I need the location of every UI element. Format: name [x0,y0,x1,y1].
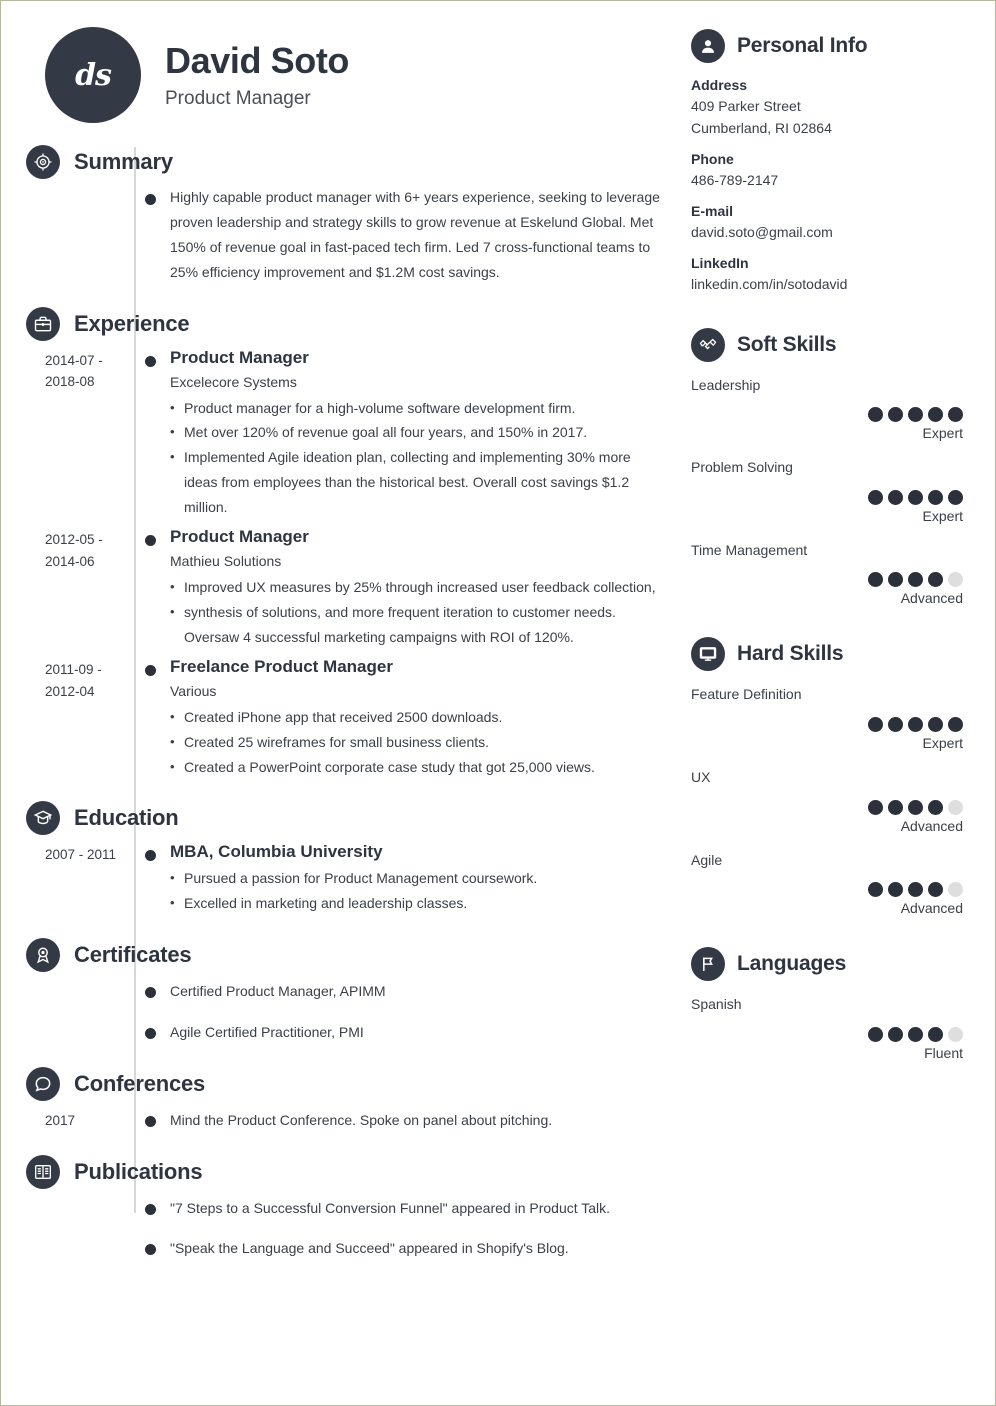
timeline-dot [145,850,156,861]
rating-dot [928,407,943,422]
rating-dot [948,490,963,505]
section-languages [691,947,965,1061]
briefcase-icon [26,307,60,341]
experience-job-title: Product Manager [170,527,309,547]
section-education [45,801,683,920]
main-column [7,7,683,1267]
publication-item [45,1195,683,1225]
conference-date: 2017 [45,1112,76,1128]
rating-dot [888,800,903,815]
summary-body [170,185,683,289]
list-item: • Created 25 wireframes for small business clients. [170,730,667,755]
section-personal-info [691,29,965,296]
experience-date: 2011-09 - 2012-04 [45,661,102,699]
field-value-phone: 486-789-2147 [691,172,779,189]
rating-dot [888,572,903,587]
publication-text: "7 Steps to a Successful Conversion Funnel" appeared in Product Talk. [170,1199,611,1216]
experience-bullets [170,575,667,650]
section-header-hard-skills [691,637,965,671]
rating-dot [928,800,943,815]
experience-bullets [170,705,667,780]
section-header-education [7,801,683,835]
speech-bubble-icon [26,1067,60,1101]
experience-job-title: Freelance Product Manager [170,656,393,676]
resume-sheet [7,7,991,1401]
education-entry [45,841,683,920]
skill-level: Expert [922,507,963,524]
rating-dot [948,1027,963,1042]
skill-level: Expert [922,425,963,442]
skill-rating-dots [691,882,965,897]
rating-dot [868,1027,883,1042]
list-item: • Created a PowerPoint corporate case study that got 25,000 views. [170,755,667,780]
resume-header [45,27,683,123]
section-header-experience [7,307,683,341]
list-item: • Excelled in marketing and leadership classes. [170,891,667,916]
skill-level: Expert [922,734,963,751]
language-name: Spanish [691,996,742,1013]
rating-dot [948,572,963,587]
section-title-hard-skills: Hard Skills [737,642,844,666]
handshake-icon [691,328,725,362]
summary-text: Highly capable product manager with 6+ years experience, seeking to leverage proven leadership and strategy skills to grow revenue at Eskelund Global. Met 150% of revenue goal in fast-paced tech firm. Led 7 cross-functional teams to 25% efficiency improvement and $1.2M cost savings. [170,189,660,280]
rating-dot [908,572,923,587]
skill-name: Leadership [691,376,761,393]
section-experience [45,307,683,784]
rating-dot [928,717,943,732]
experience-entry [45,526,683,654]
rating-dot [928,1027,943,1042]
field-label-email: E-mail [691,203,734,220]
experience-job-title: Product Manager [170,347,309,367]
rating-dot [948,717,963,732]
rating-dot [888,1027,903,1042]
field-label-linkedin: LinkedIn [691,255,749,272]
education-bullets [170,866,667,916]
timeline-dot [145,1116,156,1127]
experience-date: 2014-07 - 2018-08 [45,352,103,390]
field-value-email[interactable]: david.soto@gmail.com [691,224,833,241]
conference-item [45,1107,683,1137]
list-item: • synthesis of solutions, and more frequent iteration to customer needs. Oversaw 4 successful marketing campaigns with ROI of 120%. [170,600,667,650]
section-header-personal-info [691,29,965,63]
field-value-address-line1: 409 Parker Street [691,98,801,114]
rating-dot [928,490,943,505]
section-header-soft-skills [691,328,965,362]
rating-dot [868,882,883,897]
education-degree: MBA, Columbia University [170,842,383,862]
section-title-publications: Publications [74,1158,203,1184]
skill-name: Problem Solving [691,459,793,476]
header-text [165,40,349,109]
field-label-phone: Phone [691,151,734,168]
field-value-address-line2: Cumberland, RI 02864 [691,120,832,137]
section-header-languages [691,947,965,981]
experience-company: Various [170,682,217,699]
summary-date-spacer [45,185,134,289]
rating-dot [928,882,943,897]
experience-bullets [170,396,667,521]
section-title-personal-info: Personal Info [737,34,868,57]
rating-dot [948,800,963,815]
skill-name: Time Management [691,541,808,558]
publication-item [45,1235,683,1265]
timeline-dot [145,665,156,676]
list-item: • Created iPhone app that received 2500 downloads. [170,705,667,730]
flag-icon [691,947,725,981]
section-title-education: Education [74,805,179,831]
skill-item [691,685,965,751]
rating-dot [868,800,883,815]
rating-dot [908,490,923,505]
skill-level: Advanced [900,900,963,917]
language-level: Fluent [924,1044,963,1061]
section-header-summary [7,145,683,179]
open-book-icon [26,1155,60,1189]
rating-dot [908,800,923,815]
certificate-item [45,1019,683,1049]
skill-item [691,541,965,607]
section-summary [45,145,683,289]
rating-dot [888,882,903,897]
rating-dot [868,717,883,732]
section-title-summary: Summary [74,149,173,174]
timeline-dot [145,356,156,367]
experience-date: 2012-05 - 2014-06 [45,532,103,569]
rating-dot [928,572,943,587]
list-item: • Pursued a passion for Product Management coursework. [170,866,667,891]
timeline-dot [145,1028,156,1039]
rating-dot [948,882,963,897]
experience-entry [45,656,683,784]
section-publications [45,1155,683,1266]
timeline-dot [145,1204,156,1215]
skill-level: Advanced [900,817,963,834]
skill-name: Feature Definition [691,686,802,703]
sidebar-column [683,7,983,1078]
field-label-address: Address [691,77,748,93]
section-header-publications [7,1155,683,1189]
candidate-name: David Soto [165,40,350,82]
section-conferences [45,1067,683,1137]
certificate-item [45,978,683,1008]
list-item: • Implemented Agile ideation plan, collecting and implementing 30% more ideas from employees than the historical best. Overall cost savings $1.2 million. [170,445,667,520]
avatar-monogram: ds [75,57,111,93]
timeline-dot [145,1244,156,1255]
list-item: • Improved UX measures by 25% through increased user feedback collection, [170,575,667,600]
award-ribbon-icon [26,938,60,972]
rating-dot [868,407,883,422]
skill-item [691,458,965,524]
rating-dot [868,490,883,505]
rating-dot [908,717,923,732]
experience-company: Excelecore Systems [170,373,297,390]
language-rating-dots [691,1027,965,1042]
rating-dot [908,407,923,422]
skill-rating-dots [691,717,965,732]
skill-item [691,376,965,442]
rating-dot [868,572,883,587]
candidate-job-title: Product Manager [165,87,311,109]
section-title-experience: Experience [74,310,190,336]
section-title-conferences: Conferences [74,1070,206,1096]
timeline-dot [145,535,156,546]
section-header-certificates [7,938,683,972]
language-item [691,995,965,1061]
avatar [45,27,141,123]
monitor-icon [691,637,725,671]
certificate-text: Certified Product Manager, APIMM [170,983,386,1000]
timeline-dot [145,194,156,205]
experience-company: Mathieu Solutions [170,553,282,570]
list-item: • Product manager for a high-volume software development firm. [170,396,667,421]
rating-dot [948,407,963,422]
skill-name: Agile [691,851,723,868]
experience-entry [45,347,683,524]
summary-bullet-col [134,185,170,289]
skill-name: UX [691,768,711,785]
skill-rating-dots [691,800,965,815]
rating-dot [908,1027,923,1042]
rating-dot [888,717,903,732]
section-title-languages: Languages [737,952,847,976]
section-certificates [45,938,683,1049]
skill-item [691,851,965,917]
target-icon [26,145,60,179]
timeline-dot [145,987,156,998]
section-soft-skills [691,328,965,607]
conference-text: Mind the Product Conference. Spoke on panel about pitching. [170,1111,553,1128]
publication-text: "Speak the Language and Succeed" appeared in Shopify's Blog. [170,1240,569,1257]
summary-entry [45,185,683,289]
section-title-soft-skills: Soft Skills [737,332,837,356]
skill-level: Advanced [900,590,963,607]
section-header-conferences [7,1067,683,1101]
skill-item [691,768,965,834]
skill-rating-dots [691,490,965,505]
section-hard-skills [691,637,965,916]
person-icon [691,29,725,63]
section-title-certificates: Certificates [74,942,192,968]
rating-dot [908,882,923,897]
list-item: • Met over 120% of revenue goal all four years, and 150% in 2017. [170,420,667,445]
field-value-linkedin[interactable]: linkedin.com/in/sotodavid [691,276,848,293]
education-date: 2007 - 2011 [45,847,117,863]
rating-dot [888,407,903,422]
skill-rating-dots [691,572,965,587]
graduation-cap-icon [26,801,60,835]
certificate-text: Agile Certified Practitioner, PMI [170,1023,364,1040]
rating-dot [888,490,903,505]
skill-rating-dots [691,407,965,422]
